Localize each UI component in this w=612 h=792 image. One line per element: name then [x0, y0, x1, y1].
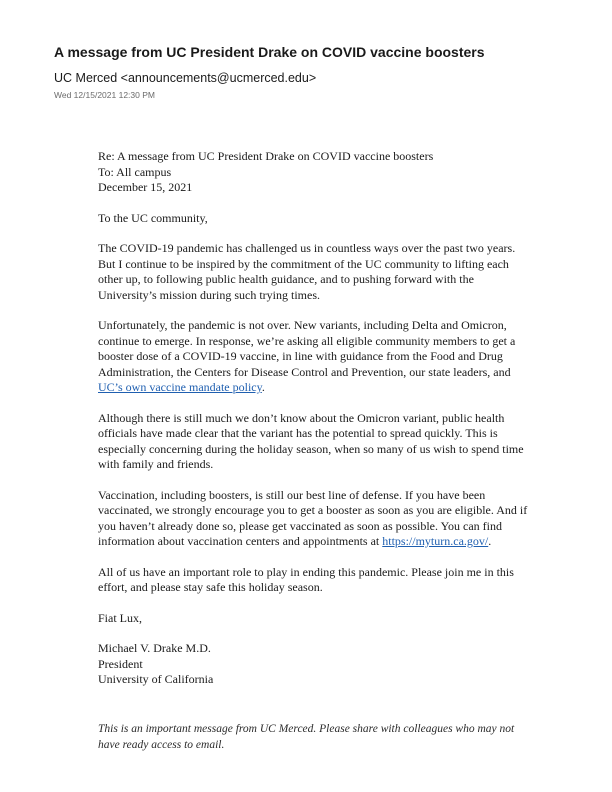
- signature-name: Michael V. Drake M.D.: [98, 641, 211, 655]
- email-body: [98, 149, 530, 703]
- vaccine-policy-link[interactable]: UC’s own vaccine mandate policy: [98, 380, 262, 394]
- memo-date: December 15, 2021: [98, 180, 193, 194]
- email-sender[interactable]: UC Merced <announcements@ucmerced.edu>: [54, 71, 317, 85]
- memo-to: To: All campus: [98, 164, 172, 179]
- email-timestamp: Wed 12/15/2021 12:30 PM: [54, 90, 155, 100]
- signature-block: [98, 641, 530, 688]
- myturn-link[interactable]: https://myturn.ca.gov/: [382, 534, 489, 548]
- closing: Fiat Lux,: [98, 610, 142, 625]
- paragraph-4: [98, 488, 530, 550]
- email-subject: A message from UC President Drake on COVID vaccine boosters: [54, 44, 485, 60]
- paragraph-2-text: Unfortunately, the pandemic is not over. New variants, including Delta and Omicron, continue to emerge. In response, we’re asking all eligible community members to get a booster dose of a COVID-19 vaccine, in line with guidance from the Food and Drug Administration, the Centers for Disease Control and Prevention, our state leaders, and: [98, 318, 516, 379]
- paragraph-2-end: .: [261, 380, 265, 394]
- memo-header: [98, 149, 530, 196]
- paragraph-3: Although there is still much we don’t know about the Omicron variant, public health officials have made clear that the variant has the potential to spread quickly. This is especially concerning during the holiday season, when so many of us wish to spend time with family and friends.: [98, 410, 524, 471]
- paragraph-5: All of us have an important role to play in ending this pandemic. Please join me in this effort, and please stay safe this holiday season.: [98, 564, 514, 594]
- signature-org: University of California: [98, 672, 214, 686]
- memo-re: Re: A message from UC President Drake on COVID vaccine boosters: [98, 149, 434, 163]
- paragraph-1: The COVID-19 pandemic has challenged us in countless ways over the past two years. But I continue to be inspired by the commitment of the UC community to lifting each other up, to following public health guidance, and to pushing forward with the University’s mission during such trying times.: [98, 241, 516, 302]
- paragraph-2: [98, 318, 530, 396]
- paragraph-4-text: Vaccination, including boosters, is still our best line of defense. If you have been vaccinated, we strongly encourage you to get a booster as soon as you are eligible. And if you haven’t already done so, please get vaccinated as soon as possible. You can find information about vaccination centers and appointments at: [98, 487, 528, 548]
- footer-note: This is an important message from UC Merced. Please share with colleagues who may not have ready access to email.: [98, 723, 515, 751]
- paragraph-4-end: .: [488, 534, 492, 548]
- greeting: To the UC community,: [98, 210, 208, 225]
- signature-title: President: [98, 656, 143, 671]
